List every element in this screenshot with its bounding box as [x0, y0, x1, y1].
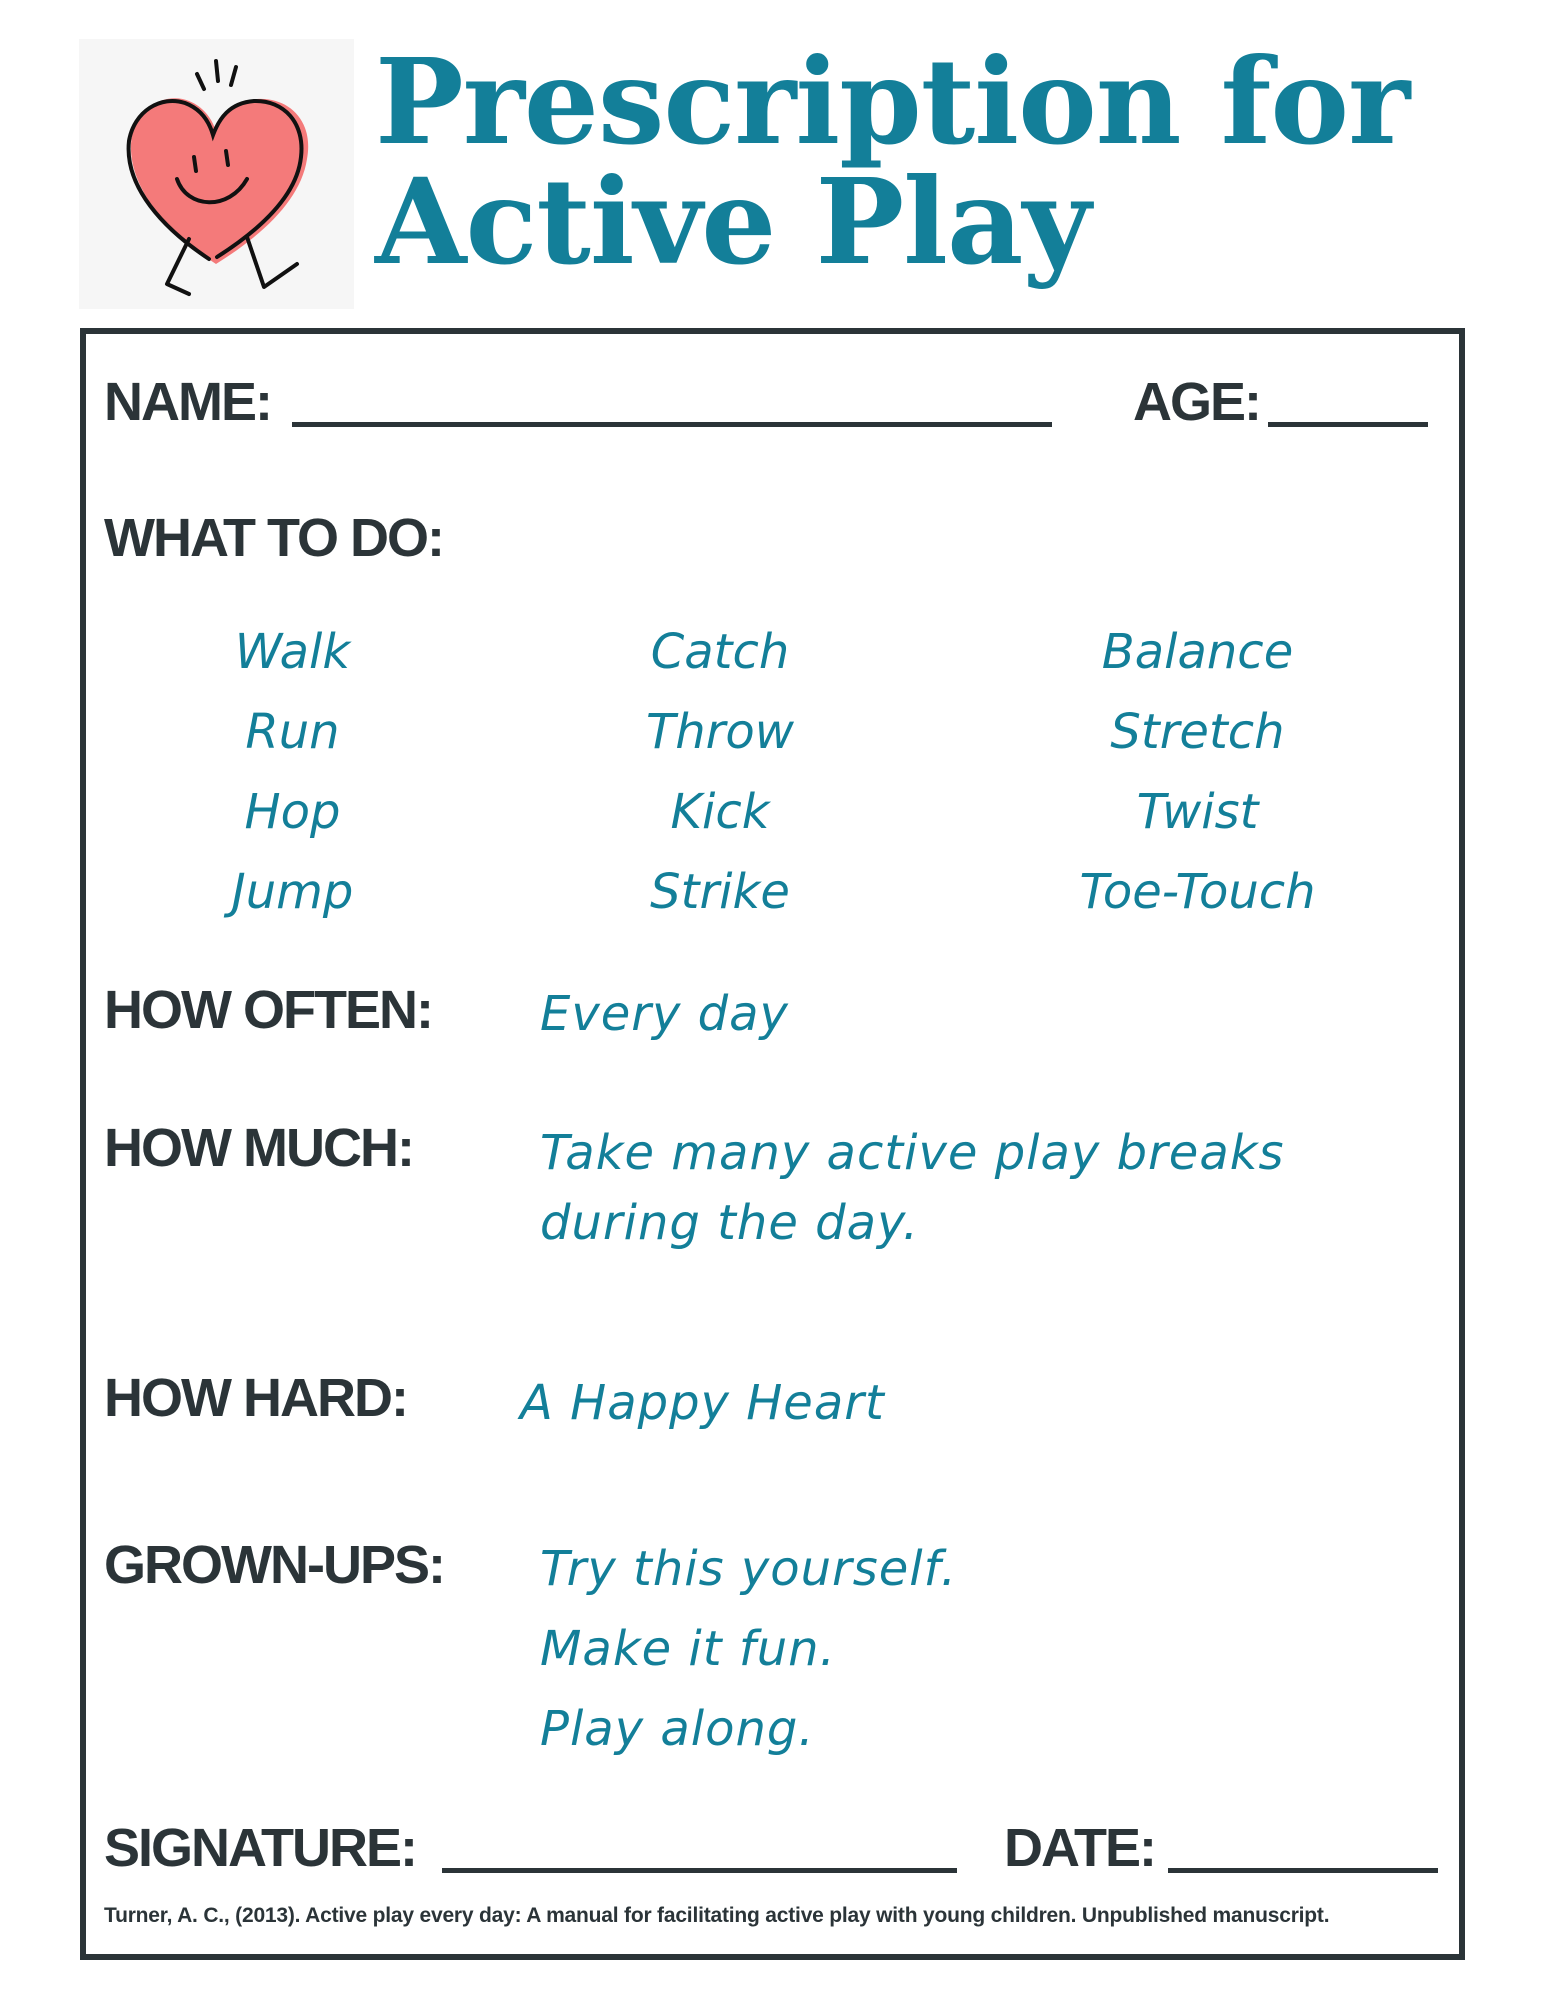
activity-toe-touch: Toe-Touch — [1079, 864, 1316, 920]
how-much-value-line-2: during the day. — [540, 1195, 919, 1251]
grown-ups-line-3: Play along. — [540, 1701, 815, 1757]
walking-happy-heart-icon — [79, 39, 354, 309]
grown-ups-line-1: Try this yourself. — [540, 1541, 957, 1597]
activity-balance: Balance — [1101, 624, 1294, 680]
title-line-1: Prescription for — [375, 32, 1410, 171]
name-field-line[interactable] — [292, 422, 1052, 427]
logo — [79, 39, 354, 309]
activity-column-1 — [100, 612, 485, 932]
how-much-label: HOW MUCH: — [104, 1118, 413, 1178]
activity-catch: Catch — [650, 624, 790, 680]
activity-kick: Kick — [670, 784, 770, 840]
date-label: DATE: — [1004, 1818, 1155, 1878]
activity-stretch: Stretch — [1110, 704, 1285, 760]
activity-list — [100, 612, 1440, 932]
how-much-value-line-1: Take many active play breaks — [540, 1125, 1285, 1181]
name-label: NAME: — [104, 372, 271, 432]
activity-hop: Hop — [244, 784, 341, 840]
how-often-value: Every day — [540, 986, 789, 1042]
age-label: AGE: — [1133, 372, 1260, 432]
activity-twist: Twist — [1136, 784, 1259, 840]
signature-label: SIGNATURE: — [104, 1818, 416, 1878]
grown-ups-line-2: Make it fun. — [540, 1621, 836, 1677]
how-often-label: HOW OFTEN: — [104, 980, 432, 1040]
activity-strike: Strike — [650, 864, 790, 920]
date-field-line[interactable] — [1168, 1868, 1438, 1873]
what-to-do-label: WHAT TO DO: — [104, 508, 443, 568]
activity-throw: Throw — [645, 704, 795, 760]
activity-column-2 — [485, 612, 955, 932]
how-hard-label: HOW HARD: — [104, 1368, 407, 1428]
activity-jump: Jump — [231, 864, 354, 920]
age-field-line[interactable] — [1268, 422, 1428, 427]
activity-run: Run — [245, 704, 340, 760]
page-title — [375, 32, 1495, 291]
signature-field-line[interactable] — [442, 1868, 957, 1873]
title-line-2: Active Play — [375, 152, 1091, 291]
how-hard-value: A Happy Heart — [520, 1375, 885, 1431]
citation-text: Turner, A. C., (2013). Active play every day: A manual for facilitating active play with young children. Unpublished manuscript. — [104, 1904, 1330, 1927]
activity-walk: Walk — [234, 624, 351, 680]
grown-ups-label: GROWN-UPS: — [104, 1535, 444, 1595]
activity-column-3 — [955, 612, 1440, 932]
